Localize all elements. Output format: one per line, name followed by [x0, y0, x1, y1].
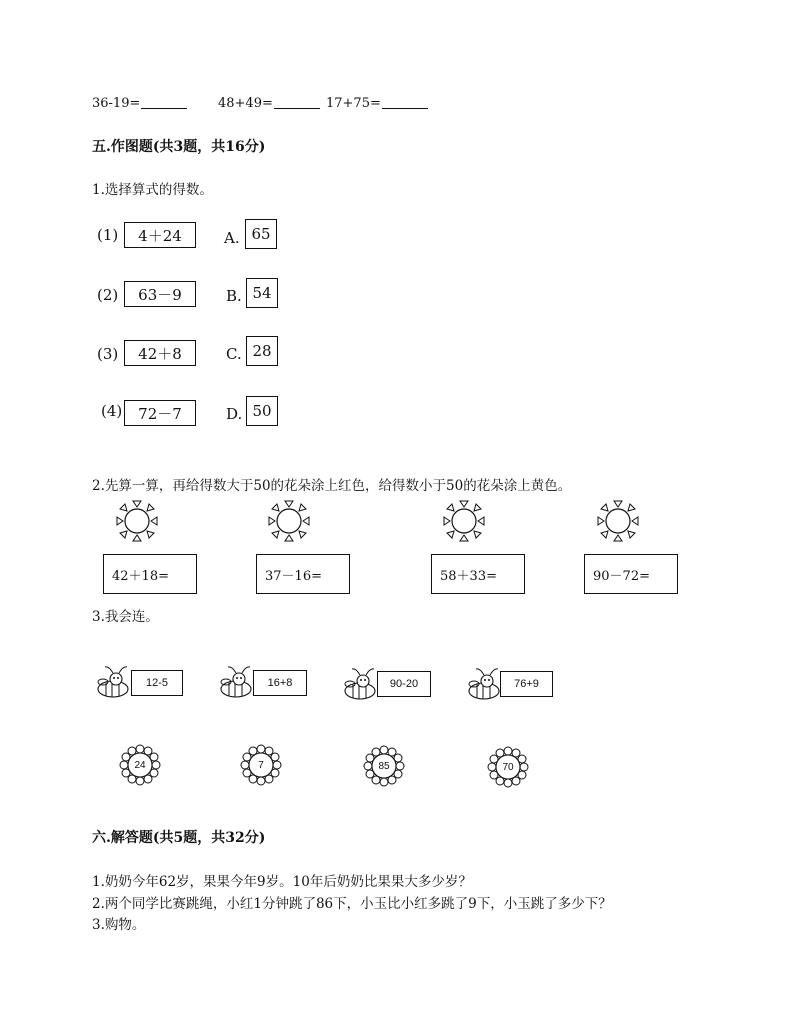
bee-3-icon[interactable]	[345, 669, 375, 699]
bee-2-icon[interactable]	[221, 667, 251, 697]
row-label: (2)	[97, 286, 119, 304]
question-5-2-prompt: 2.先算一算，再给得数大于50的花朵涂上红色，给得数小于50的花朵涂上黄色。	[92, 478, 572, 494]
bees-and-flowers-layer	[0, 640, 794, 820]
answer-box[interactable]: 54	[246, 278, 278, 308]
flower-3-number: 85	[378, 760, 390, 772]
bee-card-3[interactable]: 90-20	[377, 671, 431, 697]
flower-2-number: 7	[258, 759, 264, 771]
flower-1-number: 24	[134, 759, 146, 771]
sun-flower-2-icon[interactable]	[269, 501, 309, 541]
row-label: (4)	[101, 402, 123, 420]
question-5-1-prompt: 1.选择算式的得数。	[92, 182, 213, 198]
expression-box[interactable]: 63－9	[124, 281, 196, 307]
row-label: (1)	[97, 226, 119, 244]
question-5-3-prompt: 3.我会连。	[92, 609, 159, 625]
option-letter: B.	[226, 287, 242, 305]
bee-card-4[interactable]: 76+9	[500, 671, 553, 697]
calc-box-4[interactable]: 90－72=	[584, 554, 678, 594]
question-6-3: 3.购物。	[92, 917, 146, 933]
bee-4-icon[interactable]	[469, 669, 499, 699]
expression-box[interactable]: 42＋8	[124, 340, 196, 366]
section-6-title: 六.解答题(共5题，共32分)	[92, 830, 266, 846]
row-label: (3)	[97, 345, 119, 363]
option-letter: A.	[224, 229, 240, 247]
equation-1-text: 36-19=	[92, 96, 141, 111]
option-letter: C.	[226, 345, 242, 363]
calc-box-1[interactable]: 42＋18=	[103, 554, 197, 594]
bee-card-2[interactable]: 16+8	[253, 670, 307, 696]
answer-box[interactable]: 65	[245, 219, 277, 249]
calc-box-2[interactable]: 37－16=	[256, 554, 350, 594]
question-6-2: 2.两个同学比赛跳绳，小红1分钟跳了86下，小玉比小红多跳了9下，小玉跳了多少下？	[92, 896, 612, 912]
answer-box[interactable]: 28	[246, 336, 278, 366]
answer-box[interactable]: 50	[246, 396, 278, 426]
expression-box[interactable]: 4＋24	[124, 222, 196, 248]
calc-box-3[interactable]: 58＋33=	[431, 554, 525, 594]
section-5-title: 五.作图题(共3题，共16分)	[92, 139, 266, 155]
flower-4-number: 70	[502, 761, 514, 773]
question-6-1: 1.奶奶今年62岁，果果今年9岁。10年后奶奶比果果大多少岁？	[92, 874, 472, 890]
equation-3-text: 17+75=	[326, 96, 381, 111]
sun-flower-4-icon[interactable]	[598, 501, 638, 541]
sun-flower-3-icon[interactable]	[444, 501, 484, 541]
option-letter: D.	[226, 405, 243, 423]
sun-flower-1-icon[interactable]	[117, 501, 157, 541]
equation-2-text: 48+49=	[218, 96, 273, 111]
bee-card-1[interactable]: 12-5	[131, 670, 183, 696]
expression-box[interactable]: 72－7	[124, 400, 196, 426]
bee-1-icon[interactable]	[98, 667, 128, 697]
